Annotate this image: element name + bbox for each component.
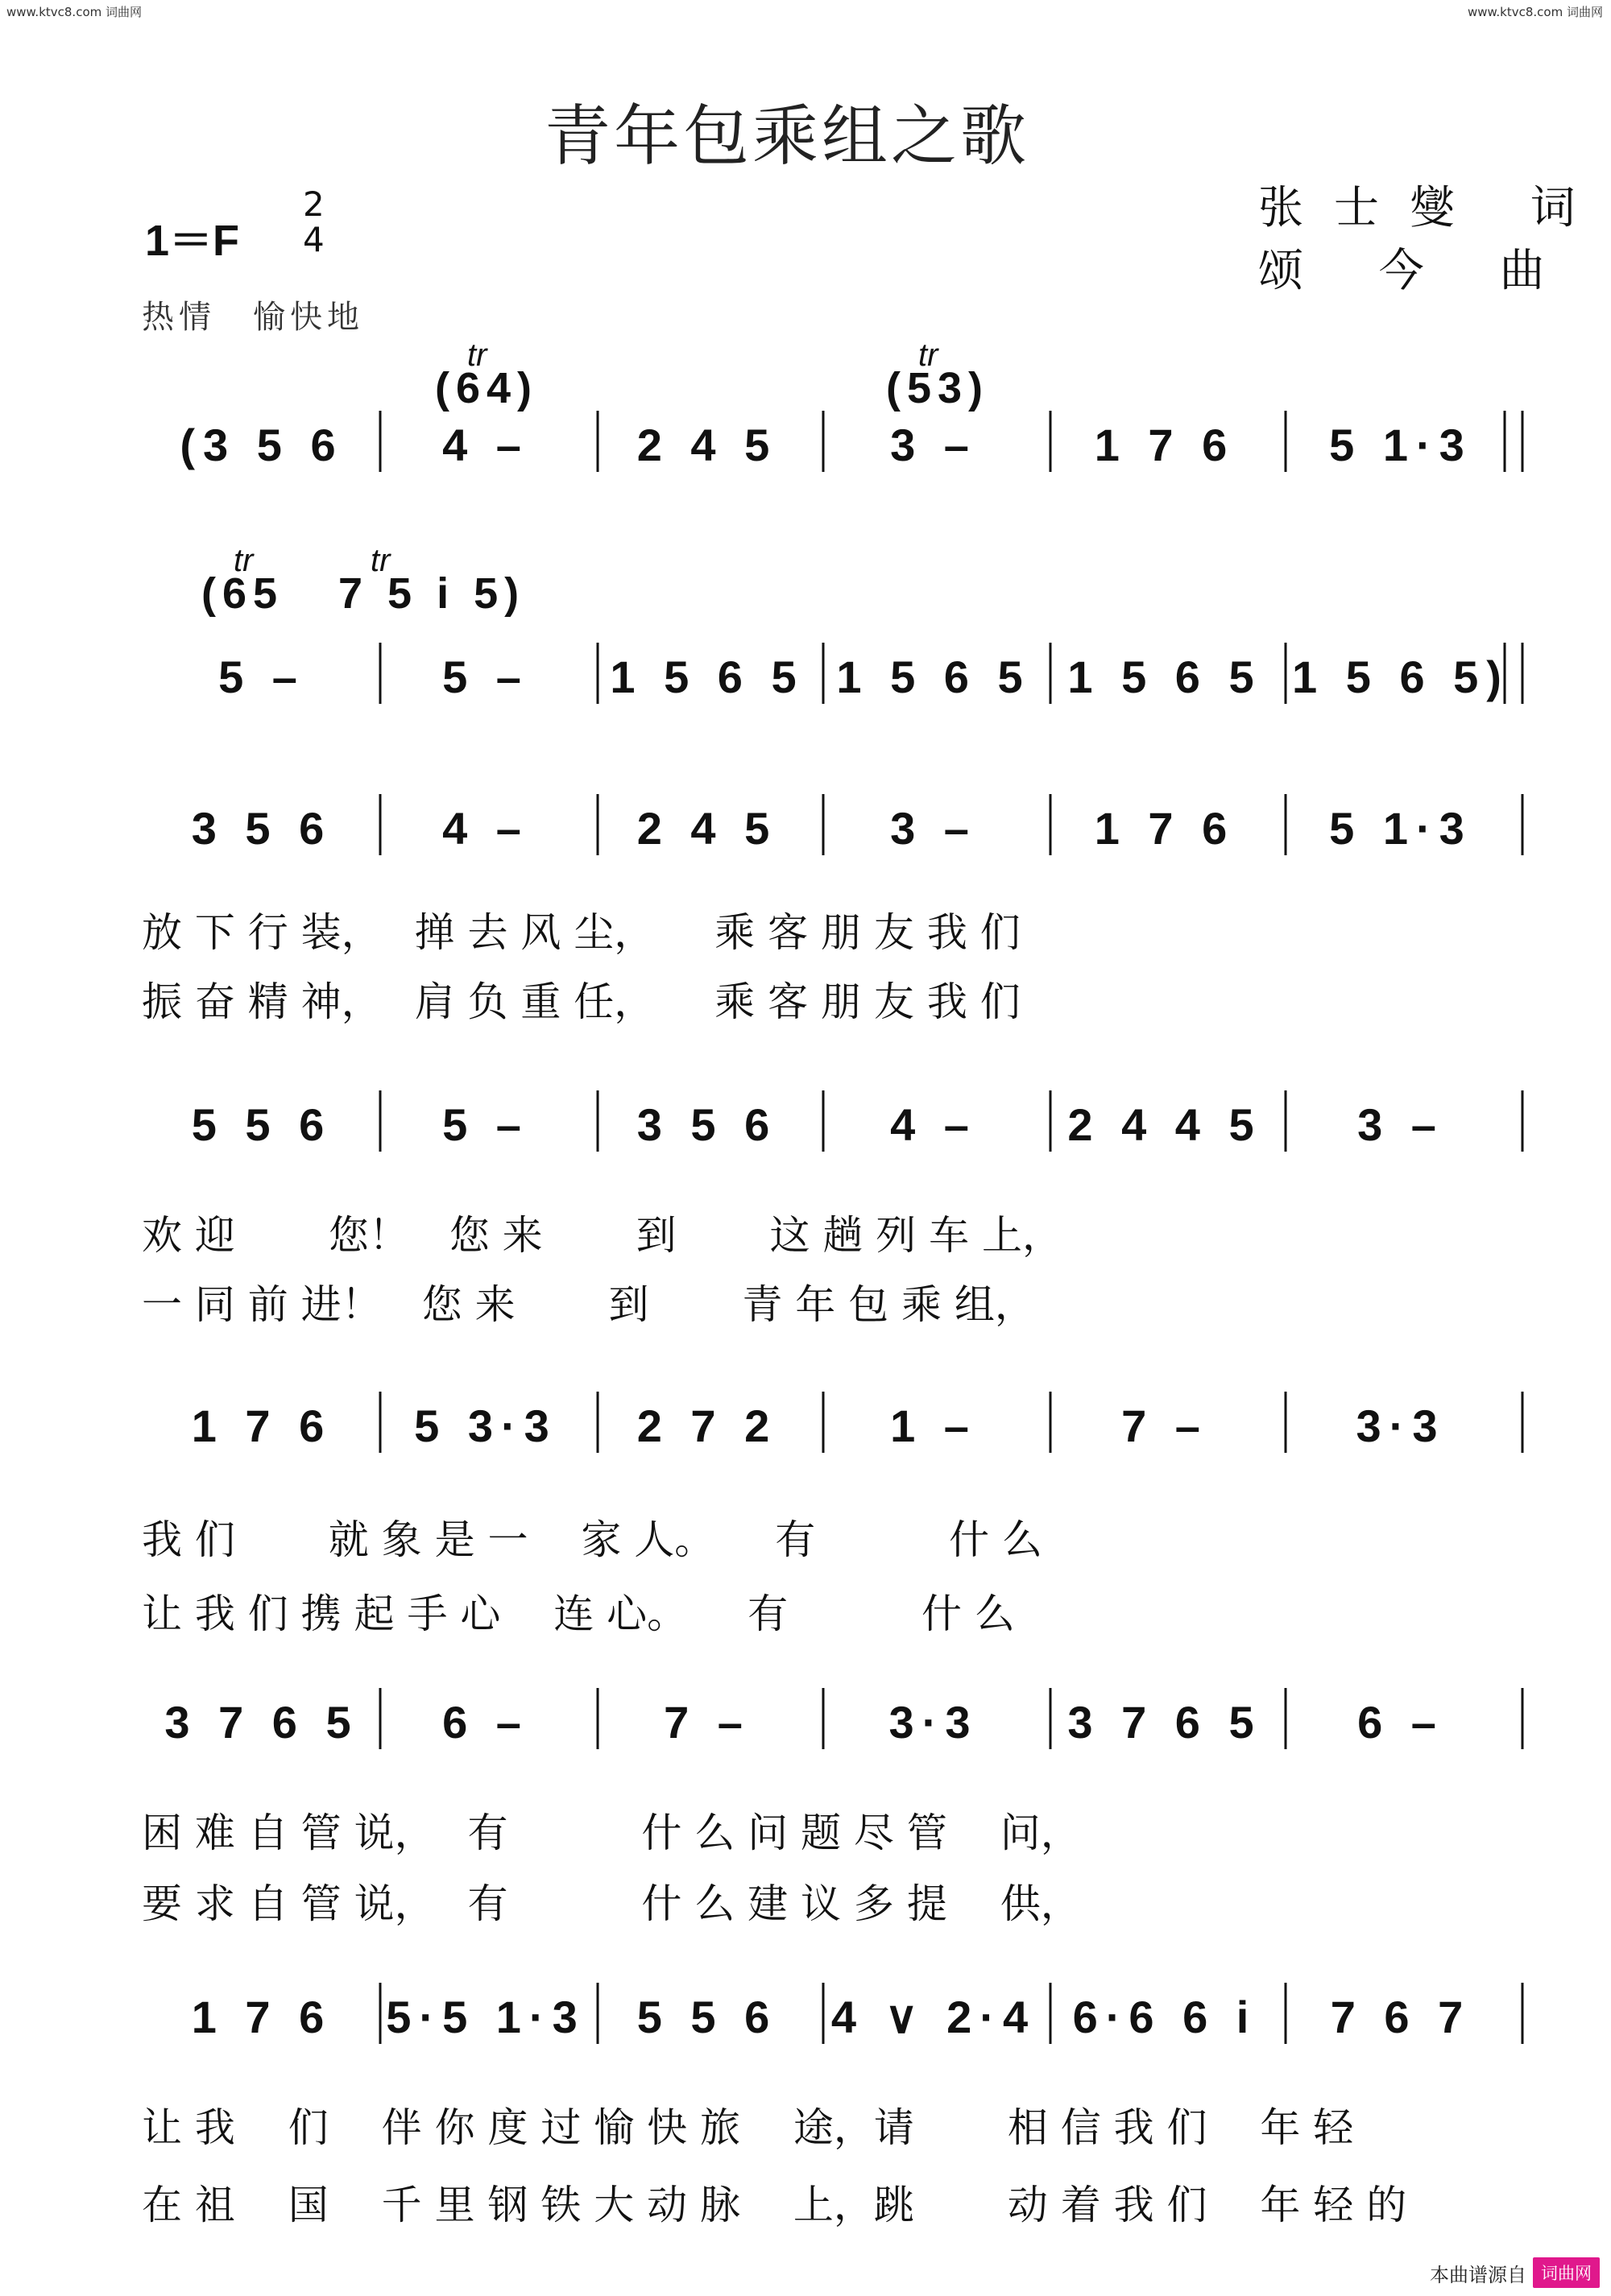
ornament-notes: (53) xyxy=(886,364,990,412)
tempo-marking: 热情 愉快地 xyxy=(142,299,364,336)
measure-notes: 1 7 6 xyxy=(1094,420,1236,470)
measure-notes: 5·5 1·3 xyxy=(386,1992,586,2042)
trill-mark: tr xyxy=(234,543,254,578)
measure-notes: 5 – xyxy=(442,652,529,702)
measure-notes: 1 7 6 xyxy=(1094,803,1236,854)
watermark-right: www.ktvc8.com 词曲网 xyxy=(1467,5,1603,19)
measure-notes: 4 – xyxy=(442,420,529,470)
measure-notes: 5 5 6 xyxy=(191,1099,333,1150)
measure-notes: 7 – xyxy=(664,1697,751,1748)
lyric-row3-verse1: 放 下 行 装， 掸 去 风 尘， 乘 客 朋 友 我 们 xyxy=(142,909,1021,956)
lyric-row4-verse2: 一 同 前 进！ 您 来 到 青 年 包 乘 组， xyxy=(142,1281,1035,1328)
measure-notes: 4 ∨ 2·4 xyxy=(830,1992,1037,2042)
measure-notes: 7 – xyxy=(1121,1400,1208,1451)
ornament-notes: (65 xyxy=(201,569,284,618)
ornament-notes: 7 5 i 5) xyxy=(338,569,526,618)
time-signature-bottom: 4 xyxy=(303,220,325,259)
ornament-notes: (64) xyxy=(435,364,539,412)
lyric-row4-verse1: 欢 迎 您！ 您 来 到 这 趟 列 车 上， xyxy=(142,1212,1063,1259)
measure-notes: 1 7 6 xyxy=(191,1400,333,1451)
measure-notes: 5 5 6 xyxy=(636,1992,778,2042)
measure-notes: 6 – xyxy=(1357,1697,1444,1748)
measure-notes: (3 5 6 xyxy=(180,420,344,470)
source-badge[interactable]: 词曲网 xyxy=(1533,2257,1600,2288)
measure-notes: 6 – xyxy=(442,1697,529,1748)
measure-notes: 1 5 6 5 xyxy=(836,652,1031,702)
measure-notes: 4 – xyxy=(890,1099,977,1150)
measure-notes: 1 – xyxy=(890,1400,977,1451)
lyric-row6-verse1: 困 难 自 管 说， 有 什 么 问 题 尽 管 问， xyxy=(142,1810,1081,1856)
measure-notes: 2 4 5 xyxy=(636,803,778,854)
measure-notes: 3·3 xyxy=(888,1697,979,1748)
measure-notes: 6·6 6 i xyxy=(1072,1992,1257,2042)
measure-notes: 3 – xyxy=(1357,1099,1444,1150)
lyric-row7-verse1: 让 我 们 伴 你 度 过 愉 快 旅 途，请 相 信 我 们 年 轻 xyxy=(142,2104,1354,2151)
lyric-row3-verse2: 振 奋 精 神， 肩 负 重 任， 乘 客 朋 友 我 们 xyxy=(142,978,1021,1025)
trill-mark: tr xyxy=(918,337,938,373)
measure-notes: 3 7 6 5 xyxy=(1067,1697,1262,1748)
measure-notes: 2 7 2 xyxy=(636,1400,778,1451)
measure-notes: 3 7 6 5 xyxy=(164,1697,359,1748)
composer-credit: 颂 今 曲 xyxy=(1258,245,1576,297)
measure-notes: 3 – xyxy=(890,803,977,854)
measure-notes: 1 7 6 xyxy=(191,1992,333,2042)
source-text: 本曲谱源自 xyxy=(1430,2263,1526,2286)
score-row2 xyxy=(201,543,1522,704)
measure-notes: 7 6 7 xyxy=(1330,1992,1472,2042)
measure-notes: 1 5 6 5 xyxy=(610,652,805,702)
lyricist-credit: 张士燮 词 xyxy=(1258,182,1606,234)
measure-notes: 5 – xyxy=(218,652,305,702)
time-signature-top: 2 xyxy=(303,184,325,224)
measure-notes: 2 4 4 5 xyxy=(1067,1099,1262,1150)
score-row7 xyxy=(192,1983,1522,2044)
lyric-row6-verse2: 要 求 自 管 说， 有 什 么 建 议 多 提 供， xyxy=(142,1880,1081,1927)
lyric-row7-verse2: 在 祖 国 千 里 钢 铁 大 动 脉 上，跳 动 着 我 们 年 轻 的 xyxy=(142,2182,1407,2228)
measure-notes: 1 5 6 5) xyxy=(1292,652,1510,702)
score-row5 xyxy=(192,1392,1522,1453)
measure-notes: 3 5 6 xyxy=(636,1099,778,1150)
watermark-left: www.ktvc8.com 词曲网 xyxy=(6,5,143,19)
score-row4 xyxy=(192,1090,1522,1152)
score-row6 xyxy=(164,1688,1522,1749)
measure-notes: 5 1·3 xyxy=(1329,803,1472,854)
key-signature: 1＝F xyxy=(145,217,240,265)
measure-notes: 4 – xyxy=(442,803,529,854)
trill-mark: tr xyxy=(467,337,487,373)
score-row1 xyxy=(180,337,1522,472)
measure-notes: 3·3 xyxy=(1356,1400,1446,1451)
song-title: 青年包乘组之歌 xyxy=(545,98,1030,175)
measure-notes: 3 – xyxy=(890,420,977,470)
lyric-row5-verse2: 让 我 们 携 起 手 心 连 心。 有 什 么 xyxy=(142,1591,1015,1637)
measure-notes: 1 5 6 5 xyxy=(1067,652,1262,702)
measure-notes: 2 4 5 xyxy=(636,420,778,470)
trill-mark: tr xyxy=(371,543,391,578)
measure-notes: 3 5 6 xyxy=(191,803,333,854)
measure-notes: 5 – xyxy=(442,1099,529,1150)
measure-notes: 5 1·3 xyxy=(1329,420,1472,470)
score-row3 xyxy=(192,794,1522,855)
lyric-row5-verse1: 我 们 就 象 是 一 家 人。 有 什 么 xyxy=(142,1516,1043,1563)
source-footer xyxy=(1430,2257,1600,2288)
measure-notes: 5 3·3 xyxy=(414,1400,557,1451)
